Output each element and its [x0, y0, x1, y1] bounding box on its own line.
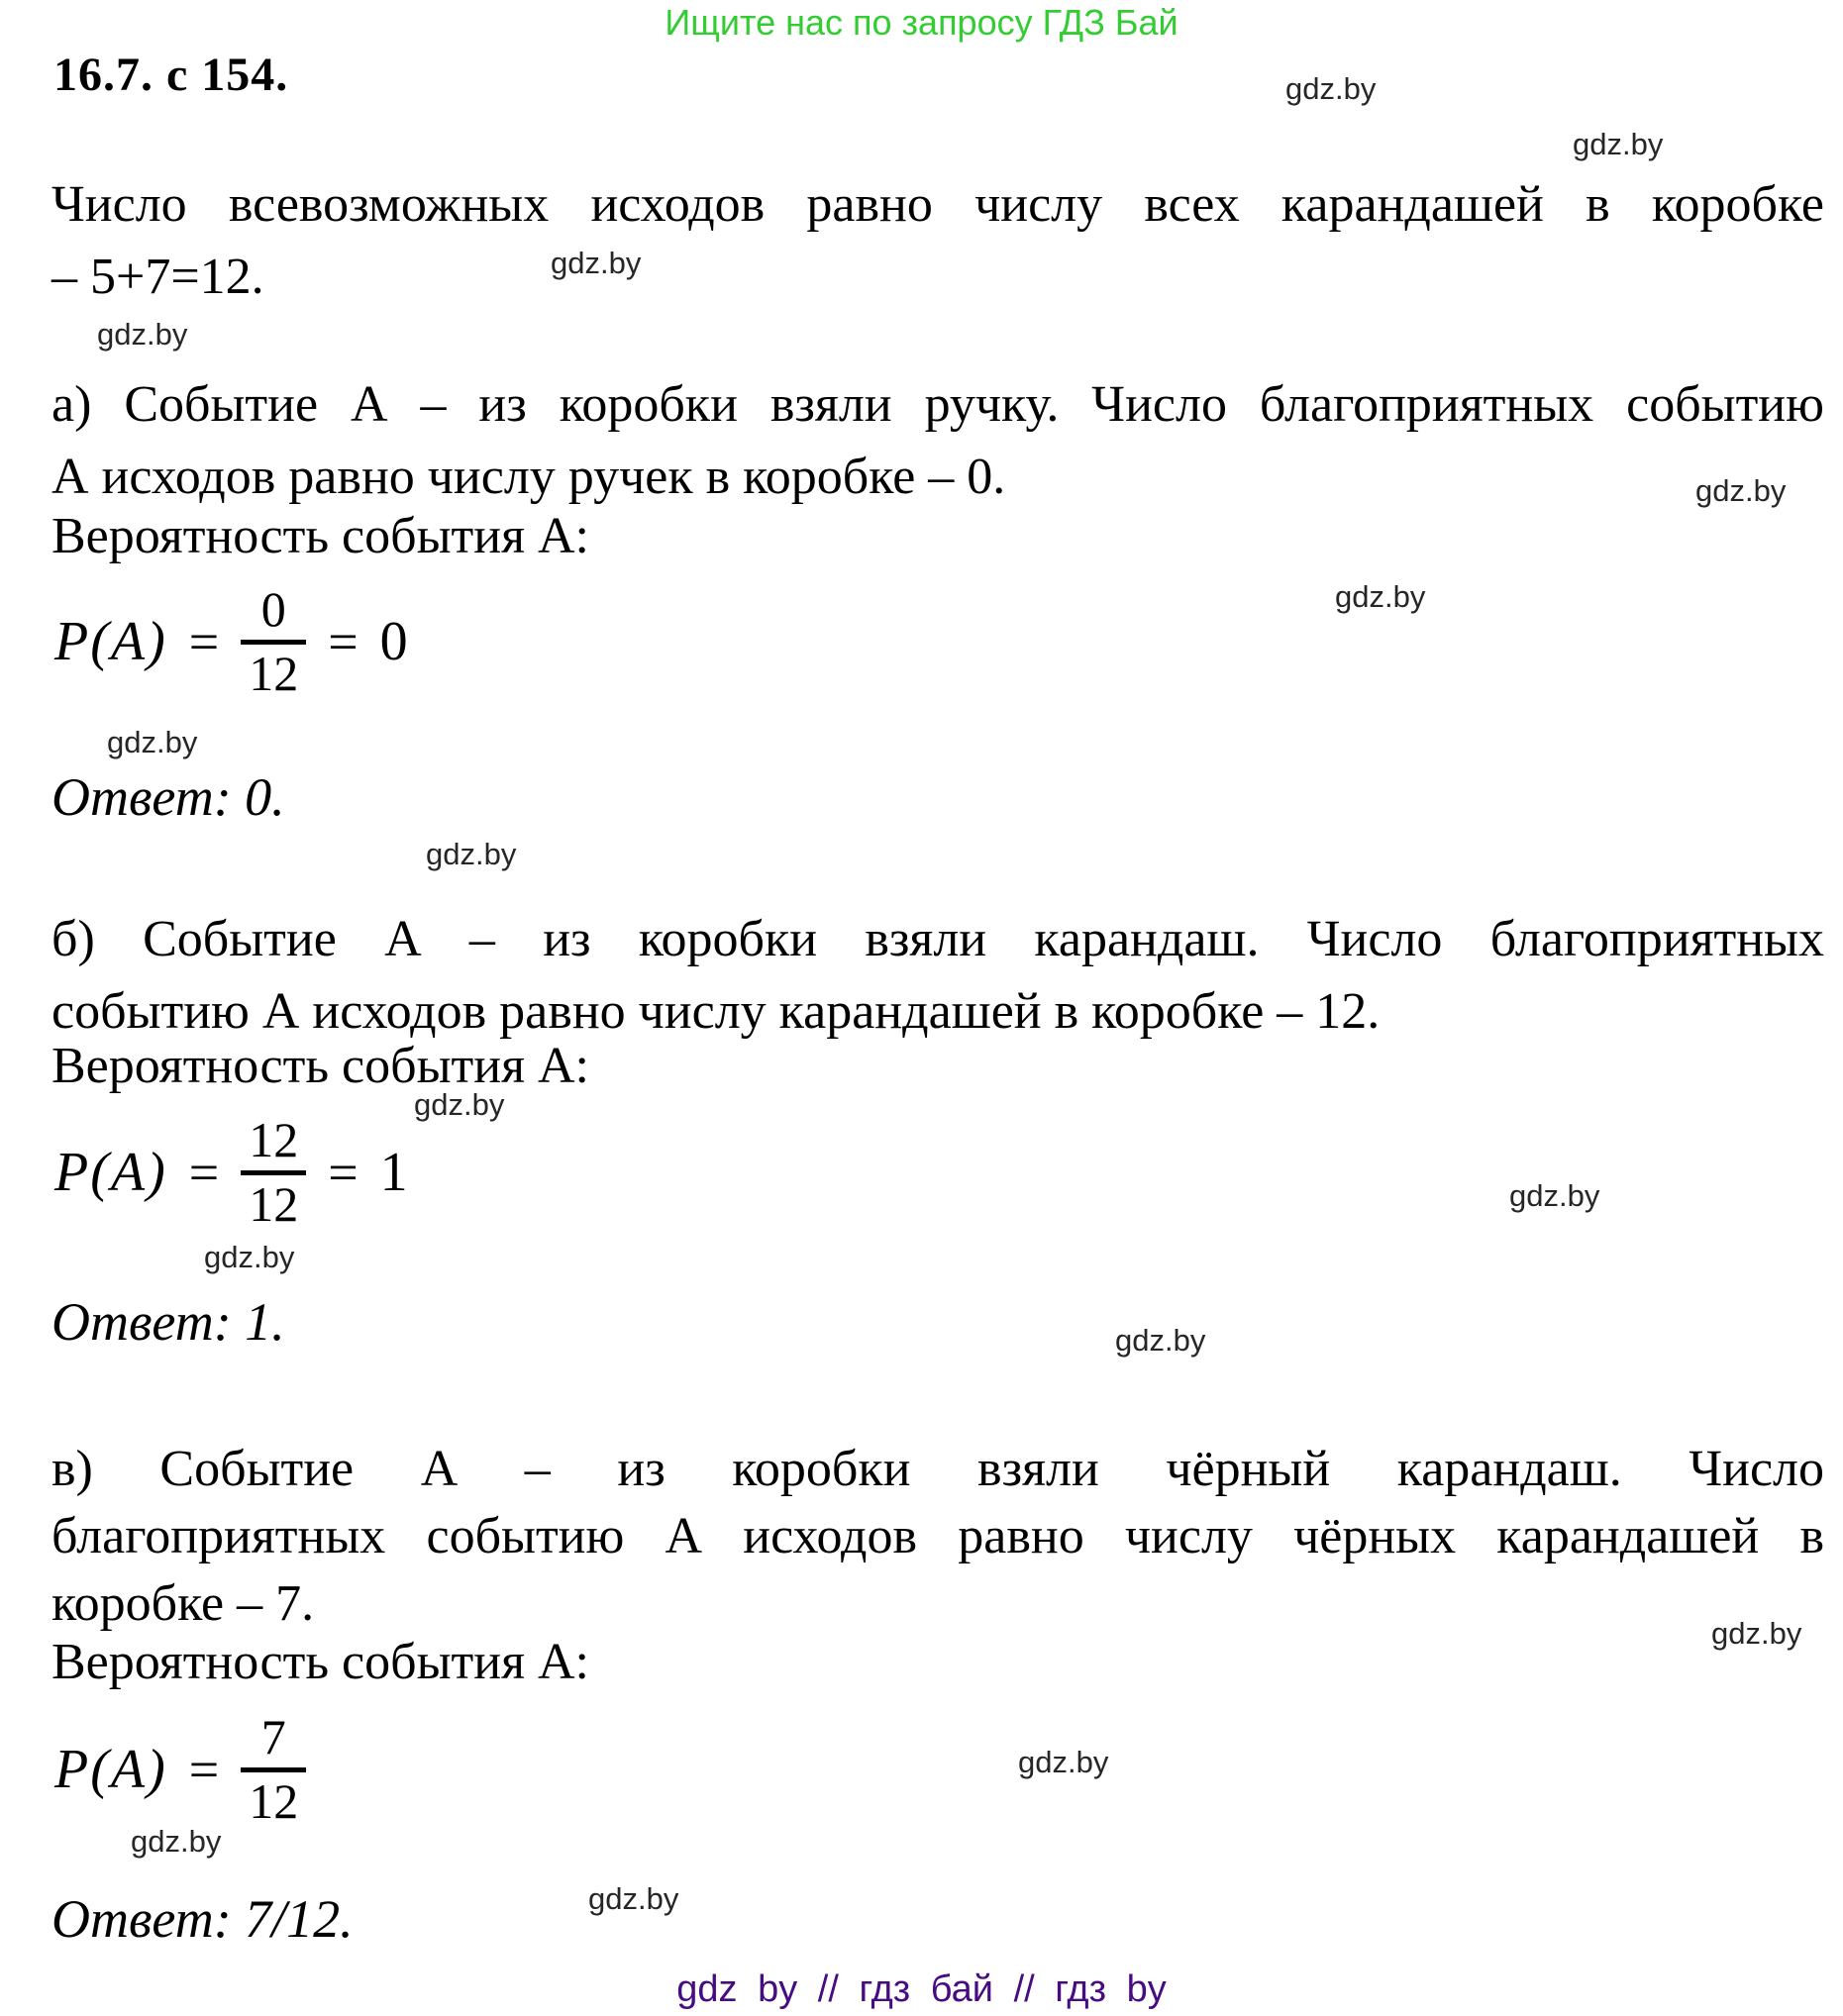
equals-sign: = — [328, 1142, 358, 1202]
statement-line: а) Событие А – из коробки взяли ручку. Число благоприятных событию — [51, 376, 1824, 433]
watermark: gdz.by — [1335, 579, 1426, 614]
probability-label-v: Вероятность события А: — [51, 1634, 590, 1690]
statement-line: в) Событие А – из коробки взяли чёрный карандаш. Число — [51, 1441, 1824, 1497]
watermark: gdz.by — [1115, 1323, 1206, 1358]
formula-result: 1 — [379, 1141, 408, 1203]
fraction — [241, 1113, 306, 1231]
formula-lhs: P(A) — [54, 1141, 167, 1203]
statement-line: А исходов равно числу ручек в коробке – 0. — [51, 449, 1006, 505]
equals-sign: = — [188, 611, 220, 671]
watermark: gdz.by — [588, 1881, 679, 1916]
watermark: gdz.by — [107, 725, 198, 759]
page-title: 16.7. с 154. — [53, 49, 289, 101]
equals-sign: = — [188, 1739, 220, 1799]
watermark: gdz.by — [1285, 71, 1377, 106]
watermark: gdz.by — [1695, 473, 1787, 508]
fraction-numerator: 7 — [260, 1709, 286, 1764]
statement-line: коробке – 7. — [51, 1575, 315, 1632]
answer-b: Ответ: 1. — [51, 1292, 285, 1352]
probability-label-b: Вероятность события А: — [51, 1038, 590, 1094]
statement-line: б) Событие А – из коробки взяли карандаш. Число благоприятных — [51, 911, 1824, 967]
section-a-statement — [51, 368, 1824, 513]
watermark: gdz.by — [426, 837, 517, 871]
section-v-statement — [51, 1436, 1824, 1638]
footer-site-links: gdz by // гдз бай // гдз by — [676, 1968, 1167, 2010]
watermark: gdz.by — [414, 1087, 505, 1122]
formula-lhs: P(A) — [54, 610, 167, 672]
intro-line: Число всевозможных исходов равно числу всех карандашей в коробке — [51, 176, 1824, 233]
formula-probability-b — [54, 1113, 408, 1231]
fraction-denominator: 12 — [241, 640, 306, 700]
fraction-denominator: 12 — [241, 1170, 306, 1231]
fraction-numerator: 12 — [249, 1112, 299, 1167]
probability-label-a: Вероятность события А: — [51, 508, 590, 564]
section-b-statement — [51, 903, 1824, 1048]
watermark: gdz.by — [1018, 1745, 1109, 1779]
formula-lhs: P(A) — [54, 1738, 167, 1800]
watermark: gdz.by — [551, 246, 642, 280]
watermark: gdz.by — [1711, 1616, 1802, 1651]
statement-line: благоприятных событию А исходов равно числу чёрных карандашей в — [51, 1508, 1824, 1564]
watermark: gdz.by — [1509, 1178, 1600, 1213]
promo-banner: Ищите нас по запросу ГДЗ Бай — [665, 2, 1178, 43]
watermark: gdz.by — [204, 1240, 295, 1274]
intro-line: – 5+7=12. — [51, 249, 264, 305]
fraction — [241, 1710, 306, 1828]
equals-sign: = — [328, 611, 358, 671]
answer-a: Ответ: 0. — [51, 767, 285, 827]
watermark: gdz.by — [131, 1824, 222, 1859]
intro-paragraph — [51, 168, 1824, 313]
formula-probability-a — [54, 582, 408, 700]
equals-sign: = — [188, 1142, 220, 1202]
answer-v: Ответ: 7/12. — [51, 1889, 354, 1949]
fraction-numerator: 0 — [260, 581, 286, 637]
formula-result: 0 — [379, 610, 408, 672]
watermark: gdz.by — [1573, 127, 1664, 161]
formula-probability-v — [54, 1710, 306, 1828]
statement-line: событию А исходов равно числу карандашей в коробке – 12. — [51, 983, 1381, 1040]
fraction-denominator: 12 — [241, 1767, 306, 1828]
watermark: gdz.by — [97, 317, 188, 352]
fraction — [241, 582, 306, 700]
